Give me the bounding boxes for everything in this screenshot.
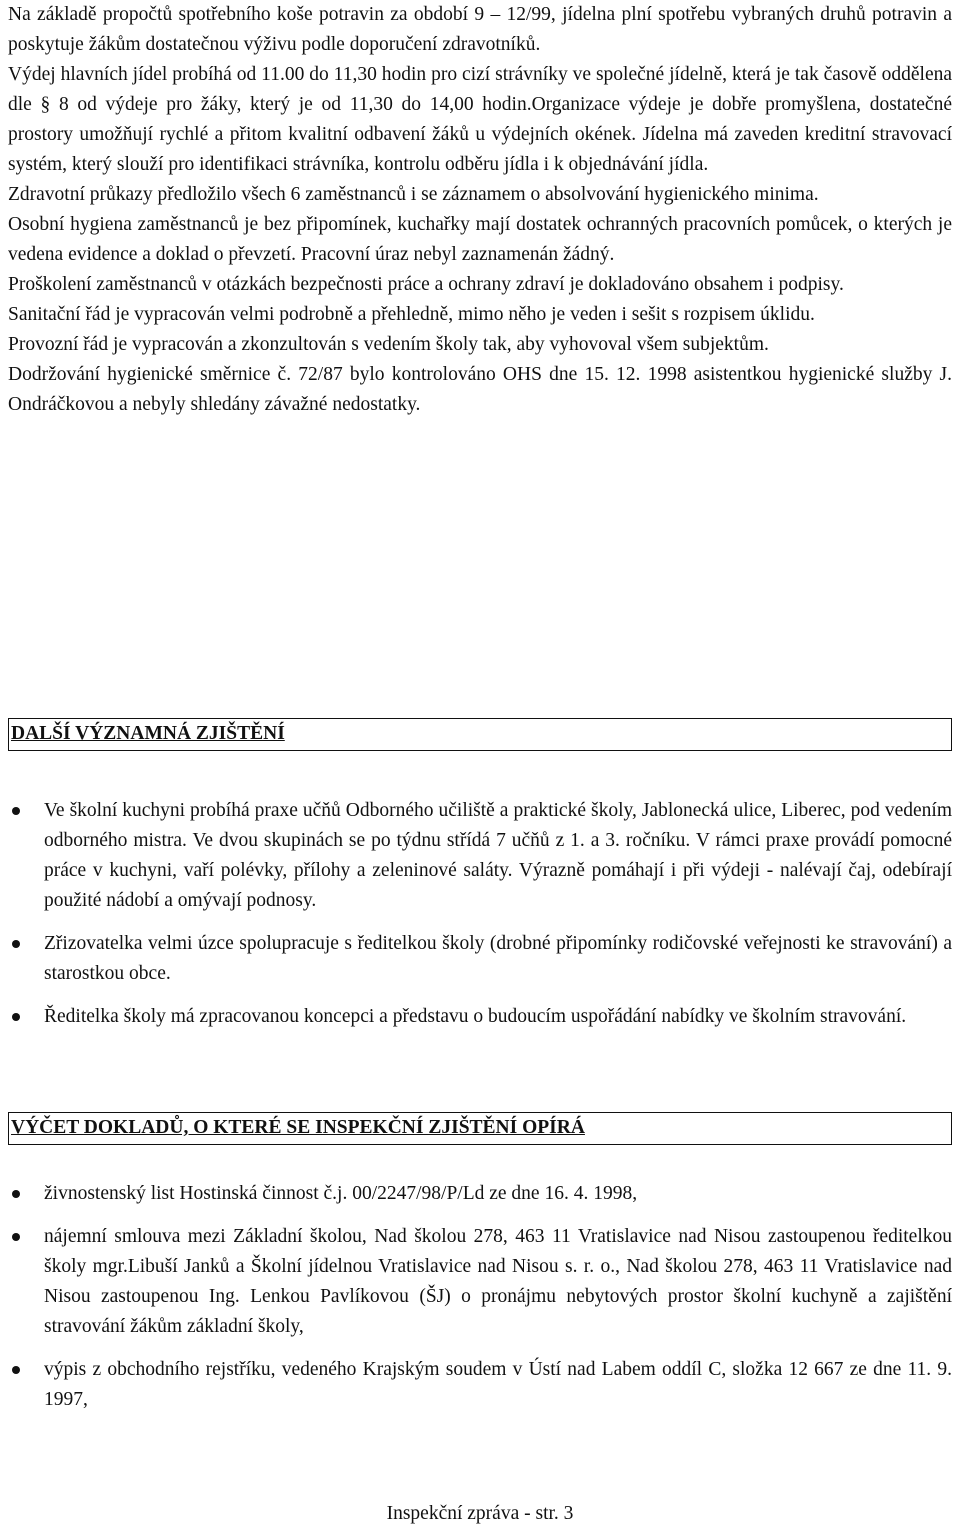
bullet-icon [12, 940, 20, 948]
bullet-list [8, 1179, 952, 1415]
bullet-list [8, 796, 952, 1032]
list-item-text: Ředitelka školy má zpracovanou koncepci a představu o budoucím uspořádání nabídky ve školním stravování. [44, 1006, 907, 1027]
list-item [8, 1002, 952, 1032]
list-item-text: výpis z obchodního rejstříku, vedeného Krajským soudem v Ústí nad Labem oddíl C, složka 12 667 ze dne 11. 9. 1997, [44, 1359, 952, 1410]
list-item-text: Ve školní kuchyni probíhá praxe učňů Odborného učiliště a praktické školy, Jablonecká ulice, Liberec, pod vedením odborného mistra. Ve dvou skupinách se po týdnu střídá 7 učňů z 1. a 3. ročníku. V rámci praxe provádí pomocné práce v kuchyni, vaří polévky, přílohy a zeleninové saláty. Výrazně pomáhají i při výdeji - nalévají čaj, odebírají použité nádobí a omývají podnosy. [44, 800, 952, 911]
bullet-icon [12, 1190, 20, 1198]
bullet-icon [12, 1233, 20, 1241]
paragraph: Na základě propočtů spotřebního koše potravin za období 9 – 12/99, jídelna plní spotřebu vybraných druhů potravin a poskytuje žákům dostatečnou výživu podle doporučení zdravotníků. [8, 4, 952, 55]
paragraph: Výdej hlavních jídel probíhá od 11.00 do 11,30 hodin pro cizí strávníky ve společné jídelně, která je tak časově oddělena dle § 8 od výdeje pro žáky, který je od 11,30 do 14,00 hodin.Organizace výdeje je dobře promyšlena, dostatečné prostory umožňují rychlé a přitom kvalitní odbavení žáků u výdejních okének. Jídelna má zaveden kreditní stravovací systém, který slouží pro identifikaci strávníka, kontrolu odběru jídla i k objednávání jídla. [8, 64, 952, 175]
document-page [8, 0, 952, 1532]
paragraph: Osobní hygiena zaměstnanců je bez připomínek, kuchařky mají dostatek ochranných pracovních pomůcek, o kterých je vedena evidence a doklad o převzetí. Pracovní úraz nebyl zaznamenán žádný. [8, 214, 952, 265]
list-item-text: Zřizovatelka velmi úzce spolupracuje s ředitelkou školy (drobné připomínky rodičovské veřejnosti ke stravování) a starostkou obce. [44, 933, 952, 984]
list-item-text: nájemní smlouva mezi Základní školou, Nad školou 278, 463 11 Vratislavice nad Nisou zastoupenou ředitelkou školy mgr.Libuší Janků a Školní jídelnou Vratislavice nad Nisou s. r. o., Nad školou 278, 463 11 Vratislavice nad Nisou zastoupenou Ing. Lenkou Pavlíkovou (ŠJ) o pronájmu nebytových prostor školní kuchyně a zajištění stravování žákům základní školy, [44, 1226, 952, 1337]
list-item [8, 1355, 952, 1415]
paragraph: Dodržování hygienické směrnice č. 72/87 bylo kontrolováno OHS dne 15. 12. 1998 asistentkou hygienické služby J. Ondráčkovou a nebyly shledány závažné nedostatky. [8, 364, 952, 415]
bullet-icon [12, 1366, 20, 1374]
paragraph: Zdravotní průkazy předložilo všech 6 zaměstnanců i se záznamem o absolvování hygienického minima. [8, 184, 819, 205]
list-item-text: živnostenský list Hostinská činnost č.j. 00/2247/98/P/Ld ze dne 16. 4. 1998, [44, 1183, 638, 1204]
body-text [8, 0, 952, 420]
section-heading: DALŠÍ VÝZNAMNÁ ZJIŠTĚNÍ [8, 718, 952, 751]
list-item [8, 929, 952, 989]
list-item [8, 796, 952, 916]
list-item [8, 1179, 952, 1209]
page-footer: Inspekční zpráva - str. 3 [386, 1503, 574, 1524]
list-item [8, 1222, 952, 1342]
paragraph: Sanitační řád je vypracován velmi podrobně a přehledně, mimo něho je veden i sešit s rozpisem úklidu. [8, 304, 815, 325]
section-further-findings [8, 718, 952, 1045]
bullet-icon [12, 1013, 20, 1021]
bullet-icon [12, 807, 20, 815]
paragraph: Proškolení zaměstnanců v otázkách bezpečnosti práce a ochrany zdraví je dokladováno obsahem i podpisy. [8, 274, 844, 295]
paragraph: Provozní řád je vypracován a zkonzultován s vedením školy tak, aby vyhovoval všem subjektům. [8, 334, 769, 355]
section-documents-list [8, 1112, 952, 1428]
section-heading: VÝČET DOKLADŮ, O KTERÉ SE INSPEKČNÍ ZJIŠTĚNÍ OPÍRÁ [8, 1112, 952, 1145]
